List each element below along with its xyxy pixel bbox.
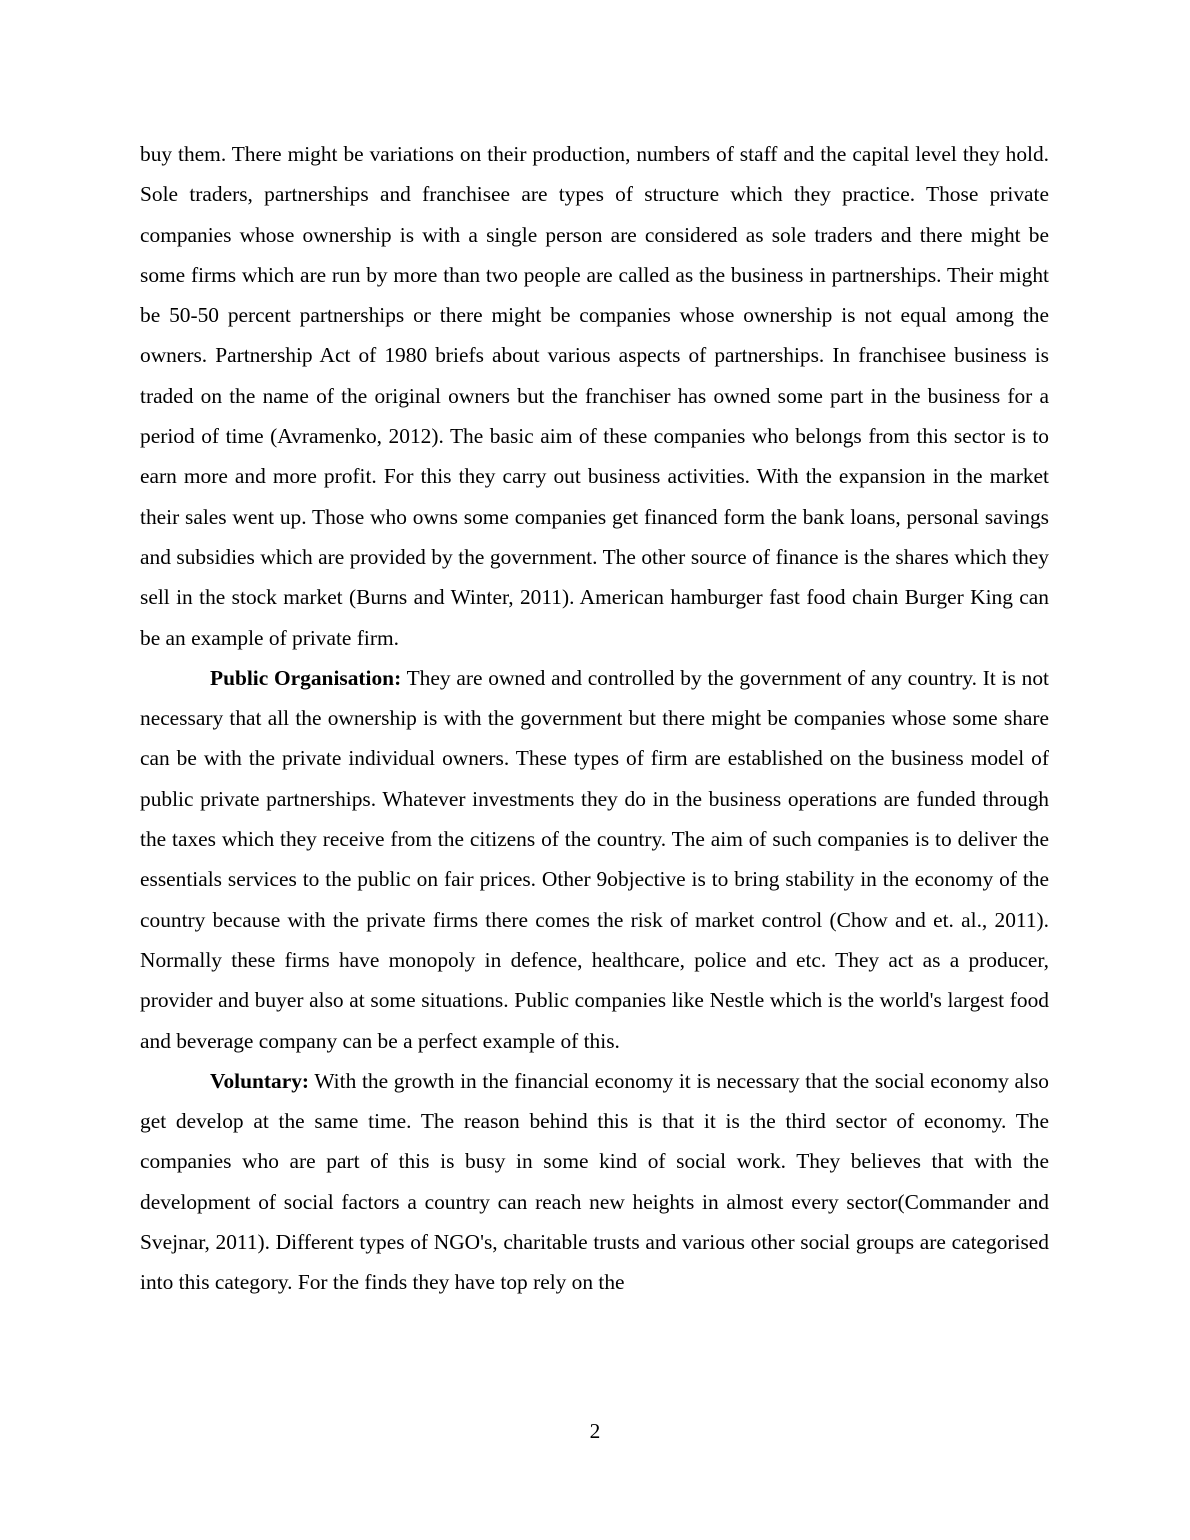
paragraph-text: buy them. There might be variations on their production, numbers of staff and the capital level they hold. Sole traders, partnerships and franchisee are types of structure which they practice. Those private companies whose ownership is with a single person are considered as sole traders and there might be some firms which are run by more than two people are called as the business in partnerships. Their might be 50-50 percent partnerships or there might be companies whose ownership is not equal among the owners. Partnership Act of 1980 briefs about various aspects of partnerships. In franchisee business is traded on the name of the original owners but the franchiser has owned some part in the business for a period of time (Avramenko, 2012). The basic aim of these companies who belongs from this sector is to earn more and more profit. For this they carry out business activities. With the expansion in the market their sales went up. Those who owns some companies get financed form the bank loans, personal savings and subsidies which are provided by the government. The other source of finance is the shares which they sell in the stock market (Burns and Winter, 2011). American hamburger fast food chain Burger King can be an example of private firm. bbox=[140, 142, 1049, 650]
paragraph-public-organisation bbox=[140, 658, 1049, 1061]
body-text bbox=[140, 134, 1049, 1303]
paragraph-voluntary bbox=[140, 1061, 1049, 1303]
page-number: 2 bbox=[589, 1419, 601, 1443]
paragraph-text: With the growth in the financial economy it is necessary that the social economy also get develop at the same time. The reason behind this is that it is the third sector of economy. The companies who are part of this is busy in some kind of social work. They believes that with the development of social factors a country can reach new heights in almost every sector(Commander and Svejnar, 2011). Different types of NGO's, charitable trusts and various other social groups are categorised into this category. For the finds they have top rely on the bbox=[140, 1068, 1049, 1295]
paragraph-private-firms bbox=[140, 134, 1049, 658]
paragraph-heading: Voluntary: bbox=[210, 1068, 310, 1093]
paragraph-heading: Public Organisation: bbox=[210, 665, 402, 690]
paragraph-text: They are owned and controlled by the government of any country. It is not necessary that all the ownership is with the government but there might be companies whose some share can be with the private individual owners. These types of firm are established on the business model of public private partnerships. Whatever investments they do in the business operations are funded through the taxes which they receive from the citizens of the country. The aim of such companies is to deliver the essentials services to the public on fair prices. Other 9objective is to bring stability in the economy of the country because with the private firms there comes the risk of market control (Chow and et. al., 2011). Normally these firms have monopoly in defence, healthcare, police and etc. They act as a producer, provider and buyer also at some situations. Public companies like Nestle which is the world's largest food and beverage company can be a perfect example of this. bbox=[140, 665, 1049, 1053]
